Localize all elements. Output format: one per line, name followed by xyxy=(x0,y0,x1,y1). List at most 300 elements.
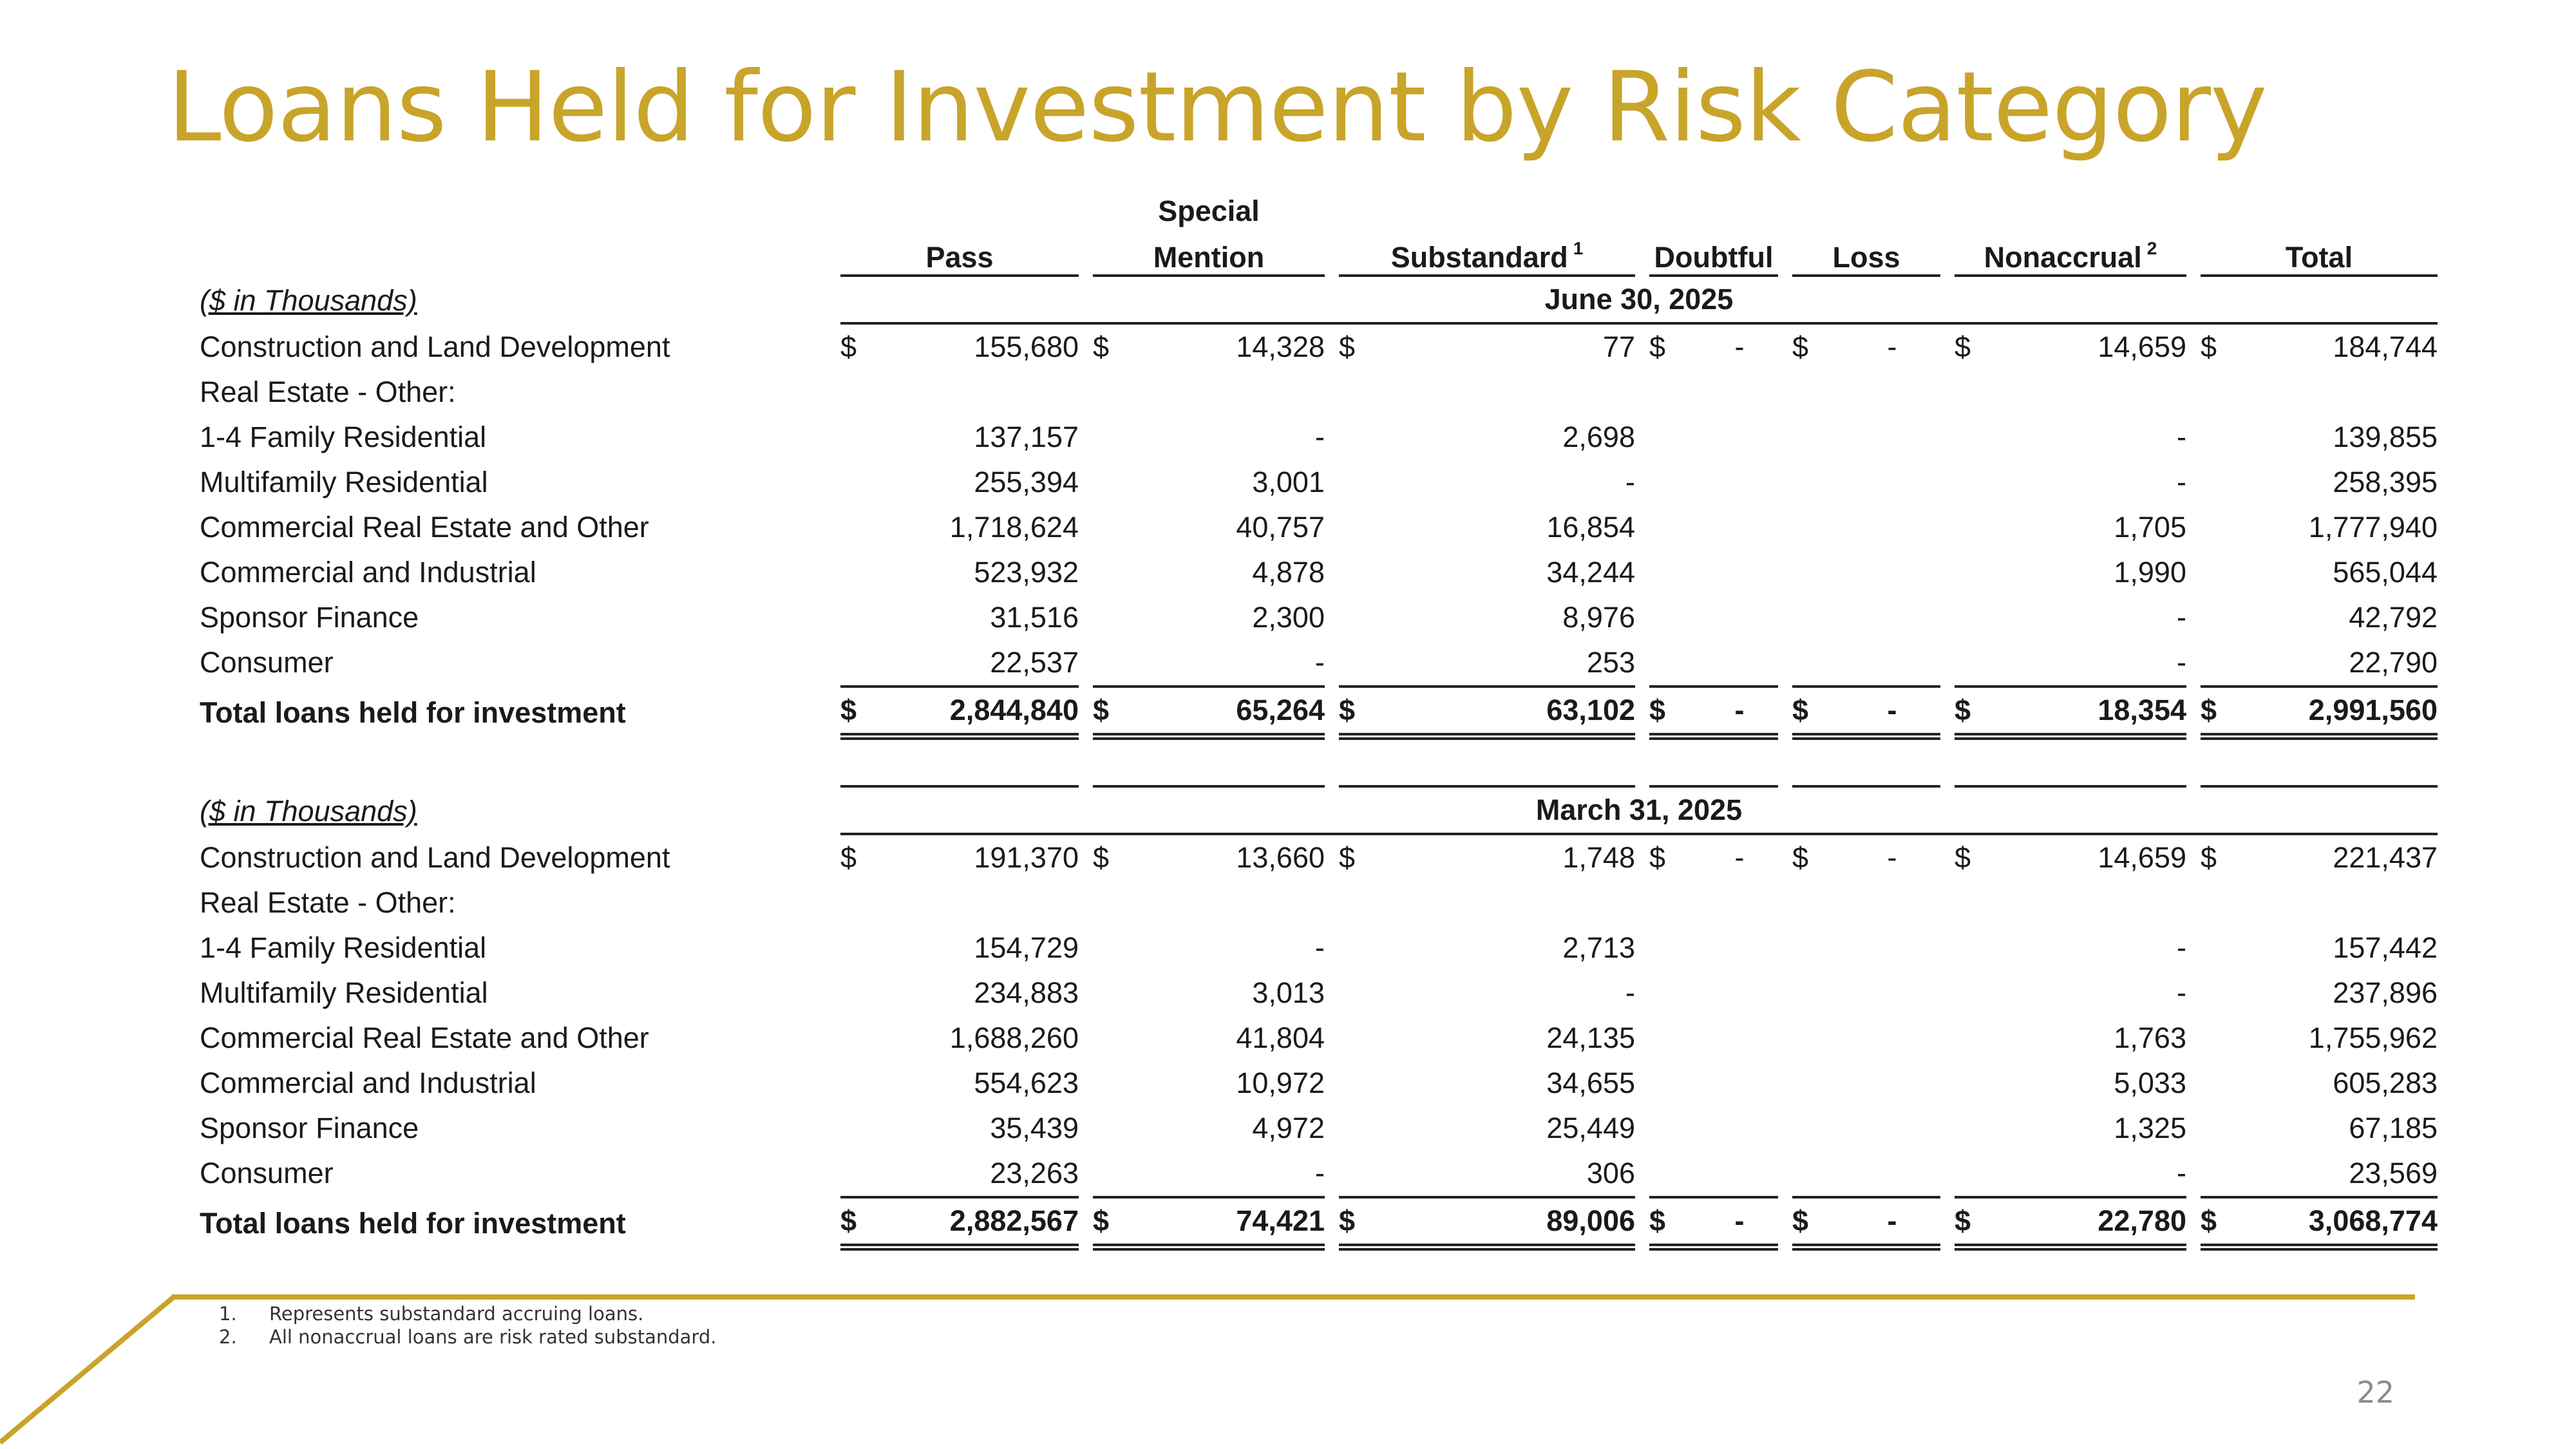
currency-symbol xyxy=(2201,880,2252,925)
gap-cell xyxy=(1635,971,1649,1016)
value-mention: 3,013 xyxy=(1252,976,1325,1009)
currency-symbol xyxy=(1792,925,1844,971)
currency-symbol xyxy=(1649,550,1701,595)
value-mention: 10,972 xyxy=(1236,1066,1325,1099)
gap-cell xyxy=(1635,370,1649,415)
currency-symbol: $ xyxy=(2201,685,2252,740)
gap-cell xyxy=(1635,925,1649,971)
currency-symbol xyxy=(2201,595,2252,640)
value-substandard: - xyxy=(1625,466,1635,498)
gap-cell xyxy=(1778,550,1792,595)
currency-symbol: $ xyxy=(1339,330,1356,363)
value-substandard: 77 xyxy=(1602,330,1635,363)
currency-symbol xyxy=(2201,460,2252,505)
table-row xyxy=(200,415,2438,460)
value-doubtful xyxy=(1701,1151,1778,1196)
table-row xyxy=(200,595,2438,640)
value-nonaccrual: - xyxy=(2177,976,2186,1009)
gap-cell xyxy=(1325,460,1339,505)
value-mention: 3,001 xyxy=(1252,466,1325,498)
gap-cell xyxy=(2186,835,2201,880)
value-doubtful xyxy=(1701,1016,1778,1061)
value-loss xyxy=(1844,595,1940,640)
currency-symbol xyxy=(1649,1061,1701,1106)
currency-symbol: $ xyxy=(1955,841,1971,874)
value-doubtful xyxy=(1701,505,1778,550)
value-doubtful xyxy=(1701,925,1778,971)
value-nonaccrual: - xyxy=(2177,601,2186,634)
gap-cell xyxy=(1940,971,1955,1016)
value-substandard: 16,854 xyxy=(1546,511,1635,544)
value-loss: - xyxy=(1887,330,1897,363)
gap-cell xyxy=(1635,1106,1649,1151)
currency-symbol: $ xyxy=(1792,330,1809,363)
header-mention: Mention xyxy=(1093,228,1325,277)
footnote-2: 2. All nonaccrual loans are risk rated substandard. xyxy=(219,1326,717,1348)
value-pass: 2,882,567 xyxy=(892,1196,1079,1251)
value-substandard: 89,006 xyxy=(1390,1196,1635,1251)
currency-symbol xyxy=(1093,1061,1144,1106)
currency-symbol xyxy=(1093,640,1144,685)
currency-symbol xyxy=(1649,415,1701,460)
gap-cell xyxy=(1778,505,1792,550)
value-pass: 155,680 xyxy=(974,330,1079,363)
value-substandard: 8,976 xyxy=(1562,601,1635,634)
gap-cell xyxy=(1778,1196,1792,1251)
value-mention: 65,264 xyxy=(1144,685,1325,740)
table-row xyxy=(200,835,2438,880)
gap-cell xyxy=(2186,505,2201,550)
currency-symbol: $ xyxy=(1339,685,1390,740)
gap-cell xyxy=(1778,685,1792,740)
gap-cell xyxy=(1079,740,1093,788)
currency-symbol xyxy=(1955,505,2006,550)
currency-symbol xyxy=(840,880,892,925)
value-total: 23,569 xyxy=(2349,1157,2438,1189)
currency-symbol xyxy=(2201,971,2252,1016)
value-substandard: 253 xyxy=(1586,646,1635,679)
gap-cell xyxy=(1778,880,1792,925)
row-label: Commercial Real Estate and Other xyxy=(200,511,649,544)
gap-cell xyxy=(1940,595,1955,640)
gap-cell xyxy=(1079,640,1093,685)
row-label: Construction and Land Development xyxy=(200,841,670,874)
currency-symbol xyxy=(1339,550,1390,595)
value-pass: 154,729 xyxy=(974,931,1079,964)
value-nonaccrual: 1,763 xyxy=(2114,1021,2186,1054)
gap-cell xyxy=(2186,1196,2201,1251)
value-substandard: 34,244 xyxy=(1546,556,1635,589)
value-nonaccrual: - xyxy=(2177,646,2186,679)
currency-symbol xyxy=(1792,640,1844,685)
currency-symbol xyxy=(2201,1151,2252,1196)
gap-cell xyxy=(1079,971,1093,1016)
currency-symbol xyxy=(1093,550,1144,595)
header-pass: Pass xyxy=(840,228,1079,277)
currency-symbol xyxy=(840,415,892,460)
spacer-rule xyxy=(1955,740,2186,788)
value-substandard xyxy=(1390,880,1635,925)
value-total: 157,442 xyxy=(2333,931,2438,964)
currency-symbol xyxy=(1093,370,1144,415)
value-pass: 23,263 xyxy=(990,1157,1079,1189)
value-total: 2,991,560 xyxy=(2252,685,2438,740)
footnote-ref-1: 1 xyxy=(1573,238,1584,258)
value-nonaccrual: - xyxy=(2177,421,2186,453)
currency-symbol xyxy=(1339,880,1390,925)
gap-cell xyxy=(1325,971,1339,1016)
currency-symbol: $ xyxy=(1339,841,1356,874)
value-nonaccrual xyxy=(2006,370,2186,415)
table-row xyxy=(200,1151,2438,1196)
gap-cell xyxy=(1325,1016,1339,1061)
currency-symbol xyxy=(1093,415,1144,460)
gap-cell xyxy=(1635,1151,1649,1196)
value-loss xyxy=(1844,1151,1940,1196)
currency-symbol xyxy=(1093,925,1144,971)
value-total: 184,744 xyxy=(2333,330,2438,363)
spacer-rule xyxy=(1649,740,1778,788)
table-row xyxy=(200,1016,2438,1061)
value-pass: 523,932 xyxy=(974,556,1079,589)
currency-symbol xyxy=(1792,971,1844,1016)
currency-symbol xyxy=(840,460,892,505)
gap-cell xyxy=(2186,1061,2201,1106)
value-mention: 74,421 xyxy=(1144,1196,1325,1251)
risk-category-table xyxy=(200,182,2438,1251)
gap-cell xyxy=(2186,595,2201,640)
header-substandard-label: Substandard xyxy=(1390,241,1568,274)
gap-cell xyxy=(2186,685,2201,740)
table-row xyxy=(200,505,2438,550)
gap-cell xyxy=(1940,370,1955,415)
currency-symbol xyxy=(1339,640,1390,685)
gap-cell xyxy=(2186,740,2201,788)
currency-symbol xyxy=(1792,460,1844,505)
value-total: 42,792 xyxy=(2349,601,2438,634)
gap-cell xyxy=(1940,640,1955,685)
currency-symbol xyxy=(1792,415,1844,460)
currency-symbol xyxy=(1649,460,1701,505)
value-nonaccrual: - xyxy=(2177,931,2186,964)
currency-symbol xyxy=(1955,971,2006,1016)
currency-symbol xyxy=(1339,925,1390,971)
value-pass: 137,157 xyxy=(974,421,1079,453)
value-loss xyxy=(1844,1106,1940,1151)
gap-cell xyxy=(1940,740,1955,788)
footnotes xyxy=(219,1302,716,1349)
gap-cell xyxy=(1079,685,1093,740)
gap-cell xyxy=(2186,1106,2201,1151)
gap-cell xyxy=(1778,740,1792,788)
gap-cell xyxy=(1325,1106,1339,1151)
value-pass: 2,844,840 xyxy=(892,685,1079,740)
table-row xyxy=(200,640,2438,685)
currency-symbol xyxy=(1955,415,2006,460)
gap-cell xyxy=(1635,325,1649,370)
currency-symbol xyxy=(2201,1106,2252,1151)
total-row xyxy=(200,1196,2438,1251)
gap-cell xyxy=(1940,880,1955,925)
value-mention: 40,757 xyxy=(1236,511,1325,544)
gap-cell xyxy=(1079,1016,1093,1061)
header-nonaccrual xyxy=(1955,228,2186,277)
gap-cell xyxy=(1079,1196,1093,1251)
gap-cell xyxy=(1325,1151,1339,1196)
value-pass: 191,370 xyxy=(974,841,1079,874)
gap-cell xyxy=(1635,1016,1649,1061)
gap-cell xyxy=(1635,415,1649,460)
currency-symbol xyxy=(840,370,892,415)
currency-symbol xyxy=(1649,880,1701,925)
row-label: Commercial and Industrial xyxy=(200,1066,536,1099)
gap-cell xyxy=(1325,370,1339,415)
currency-symbol xyxy=(1093,1016,1144,1061)
value-mention xyxy=(1144,370,1325,415)
gap-cell xyxy=(1325,415,1339,460)
gap-cell xyxy=(1079,835,1093,880)
value-loss xyxy=(1844,415,1940,460)
gap-cell xyxy=(1635,880,1649,925)
currency-symbol: $ xyxy=(1955,685,2006,740)
currency-symbol xyxy=(1649,1016,1701,1061)
value-mention xyxy=(1144,880,1325,925)
total-row xyxy=(200,685,2438,740)
header-nonaccrual-label: Nonaccrual xyxy=(1984,241,2142,274)
row-label: Multifamily Residential xyxy=(200,466,488,498)
currency-symbol xyxy=(840,640,892,685)
value-pass: 1,718,624 xyxy=(949,511,1079,544)
value-nonaccrual: 1,990 xyxy=(2114,556,2186,589)
currency-symbol xyxy=(1093,971,1144,1016)
currency-symbol: $ xyxy=(1093,1196,1144,1251)
table-row xyxy=(200,880,2438,925)
currency-symbol xyxy=(1792,880,1844,925)
currency-symbol xyxy=(1955,595,2006,640)
units-text: ($ in Thousands) xyxy=(200,284,417,317)
value-mention: - xyxy=(1315,1157,1325,1189)
value-mention: - xyxy=(1315,421,1325,453)
gap-cell xyxy=(2186,325,2201,370)
currency-symbol xyxy=(1955,925,2006,971)
currency-symbol xyxy=(1649,971,1701,1016)
currency-symbol: $ xyxy=(1792,1196,1844,1251)
value-total: 22,790 xyxy=(2349,646,2438,679)
value-pass xyxy=(892,370,1079,415)
row-label: Real Estate - Other: xyxy=(200,375,456,408)
gap-cell xyxy=(1940,1061,1955,1106)
currency-symbol xyxy=(1339,505,1390,550)
currency-symbol xyxy=(840,971,892,1016)
currency-symbol: $ xyxy=(840,1196,892,1251)
value-loss xyxy=(1844,1061,1940,1106)
currency-symbol: $ xyxy=(1649,841,1666,874)
gap-cell xyxy=(1635,1196,1649,1251)
gap-cell xyxy=(1635,460,1649,505)
currency-symbol: $ xyxy=(1792,685,1844,740)
value-pass: 255,394 xyxy=(974,466,1079,498)
value-mention: 4,972 xyxy=(1252,1112,1325,1144)
row-label: Sponsor Finance xyxy=(200,1112,419,1144)
currency-symbol: $ xyxy=(1093,841,1110,874)
currency-symbol xyxy=(2201,550,2252,595)
row-label: Sponsor Finance xyxy=(200,601,419,634)
currency-symbol xyxy=(1792,1061,1844,1106)
currency-symbol xyxy=(1339,1106,1390,1151)
gap-cell xyxy=(1079,370,1093,415)
currency-symbol xyxy=(1955,880,2006,925)
gap-cell xyxy=(1940,925,1955,971)
gap-cell xyxy=(1635,640,1649,685)
currency-symbol xyxy=(2201,505,2252,550)
currency-symbol xyxy=(1955,1016,2006,1061)
footer-accent-line xyxy=(174,1294,2415,1300)
gap-cell xyxy=(1940,460,1955,505)
value-mention: 13,660 xyxy=(1236,841,1325,874)
value-substandard: 1,748 xyxy=(1562,841,1635,874)
currency-symbol: $ xyxy=(1955,330,1971,363)
gap-cell xyxy=(1325,550,1339,595)
currency-symbol xyxy=(1093,1151,1144,1196)
value-substandard: 34,655 xyxy=(1546,1066,1635,1099)
value-doubtful xyxy=(1701,880,1778,925)
value-doubtful: - xyxy=(1701,1196,1778,1251)
row-label: Commercial and Industrial xyxy=(200,556,536,589)
gap-cell xyxy=(2186,1016,2201,1061)
value-pass: 22,537 xyxy=(990,646,1079,679)
page-number: 22 xyxy=(2356,1375,2394,1410)
table-row xyxy=(200,925,2438,971)
gap-cell xyxy=(1940,1151,1955,1196)
gap-cell xyxy=(1778,415,1792,460)
currency-symbol xyxy=(1339,370,1390,415)
footer-accent-diagonal xyxy=(0,1288,180,1449)
gap-cell xyxy=(1778,971,1792,1016)
value-pass: 234,883 xyxy=(974,976,1079,1009)
row-label: 1-4 Family Residential xyxy=(200,421,487,453)
currency-symbol xyxy=(1955,1061,2006,1106)
value-mention: - xyxy=(1315,646,1325,679)
value-pass: 554,623 xyxy=(974,1066,1079,1099)
value-total: 1,777,940 xyxy=(2308,511,2438,544)
value-loss xyxy=(1844,460,1940,505)
row-label: 1-4 Family Residential xyxy=(200,931,487,964)
gap-cell xyxy=(1079,505,1093,550)
gap-cell xyxy=(1079,1061,1093,1106)
spacer-rule xyxy=(1093,740,1325,788)
units-text: ($ in Thousands) xyxy=(200,795,417,828)
value-mention: 4,878 xyxy=(1252,556,1325,589)
gap-cell xyxy=(1940,325,1955,370)
currency-symbol: $ xyxy=(1649,330,1666,363)
gap-cell xyxy=(1778,1016,1792,1061)
row-label: Real Estate - Other: xyxy=(200,886,456,919)
currency-symbol: $ xyxy=(2201,841,2217,874)
gap-cell xyxy=(1778,1151,1792,1196)
currency-symbol xyxy=(1792,550,1844,595)
row-label: Consumer xyxy=(200,1157,334,1189)
value-total: 605,283 xyxy=(2333,1066,2438,1099)
value-loss xyxy=(1844,370,1940,415)
value-pass: 35,439 xyxy=(990,1112,1079,1144)
currency-symbol xyxy=(1649,1151,1701,1196)
currency-symbol: $ xyxy=(1792,841,1809,874)
currency-symbol xyxy=(1792,595,1844,640)
currency-symbol xyxy=(1649,505,1701,550)
value-loss xyxy=(1844,550,1940,595)
value-pass: 31,516 xyxy=(990,601,1079,634)
value-substandard: 2,713 xyxy=(1562,931,1635,964)
currency-symbol xyxy=(840,925,892,971)
currency-symbol xyxy=(1649,595,1701,640)
value-nonaccrual: 5,033 xyxy=(2114,1066,2186,1099)
currency-symbol: $ xyxy=(1649,685,1701,740)
row-label: Total loans held for investment xyxy=(200,1206,626,1240)
currency-symbol xyxy=(1339,595,1390,640)
currency-symbol: $ xyxy=(1093,330,1110,363)
value-mention: - xyxy=(1315,931,1325,964)
gap-cell xyxy=(1778,1061,1792,1106)
gap-cell xyxy=(2186,880,2201,925)
gap-cell xyxy=(1079,1106,1093,1151)
value-total: 1,755,962 xyxy=(2308,1021,2438,1054)
value-doubtful xyxy=(1701,550,1778,595)
gap-cell xyxy=(1940,1106,1955,1151)
row-label: Consumer xyxy=(200,646,334,679)
gap-cell xyxy=(1778,370,1792,415)
value-total: 3,068,774 xyxy=(2252,1196,2438,1251)
gap-cell xyxy=(1325,835,1339,880)
currency-symbol xyxy=(1093,595,1144,640)
value-doubtful xyxy=(1701,595,1778,640)
value-loss xyxy=(1844,640,1940,685)
value-doubtful: - xyxy=(1701,685,1778,740)
gap-cell xyxy=(1079,415,1093,460)
value-substandard xyxy=(1390,370,1635,415)
currency-symbol xyxy=(2201,415,2252,460)
row-label: Commercial Real Estate and Other xyxy=(200,1021,649,1054)
currency-symbol xyxy=(1955,1151,2006,1196)
gap-cell xyxy=(1635,505,1649,550)
gap-cell xyxy=(1079,460,1093,505)
currency-symbol xyxy=(1339,415,1390,460)
gap-cell xyxy=(1079,325,1093,370)
gap-cell xyxy=(1635,550,1649,595)
value-loss xyxy=(1844,971,1940,1016)
value-substandard: 63,102 xyxy=(1390,685,1635,740)
gap-cell xyxy=(1635,685,1649,740)
section-date: March 31, 2025 xyxy=(840,788,2438,835)
value-substandard: - xyxy=(1625,976,1635,1009)
section-spacer xyxy=(200,740,2438,788)
currency-symbol xyxy=(1955,640,2006,685)
gap-cell xyxy=(1778,925,1792,971)
gap-cell xyxy=(1325,740,1339,788)
value-nonaccrual xyxy=(2006,880,2186,925)
value-loss: - xyxy=(1887,841,1897,874)
gap-cell xyxy=(1325,880,1339,925)
gap-cell xyxy=(1325,685,1339,740)
footnote-ref-2: 2 xyxy=(2146,238,2157,258)
currency-symbol xyxy=(2201,370,2252,415)
gap-cell xyxy=(2186,370,2201,415)
gap-cell xyxy=(1325,595,1339,640)
gap-cell xyxy=(1940,1196,1955,1251)
value-loss xyxy=(1844,925,1940,971)
currency-symbol xyxy=(1792,1016,1844,1061)
currency-symbol xyxy=(1649,370,1701,415)
currency-symbol: $ xyxy=(840,685,892,740)
